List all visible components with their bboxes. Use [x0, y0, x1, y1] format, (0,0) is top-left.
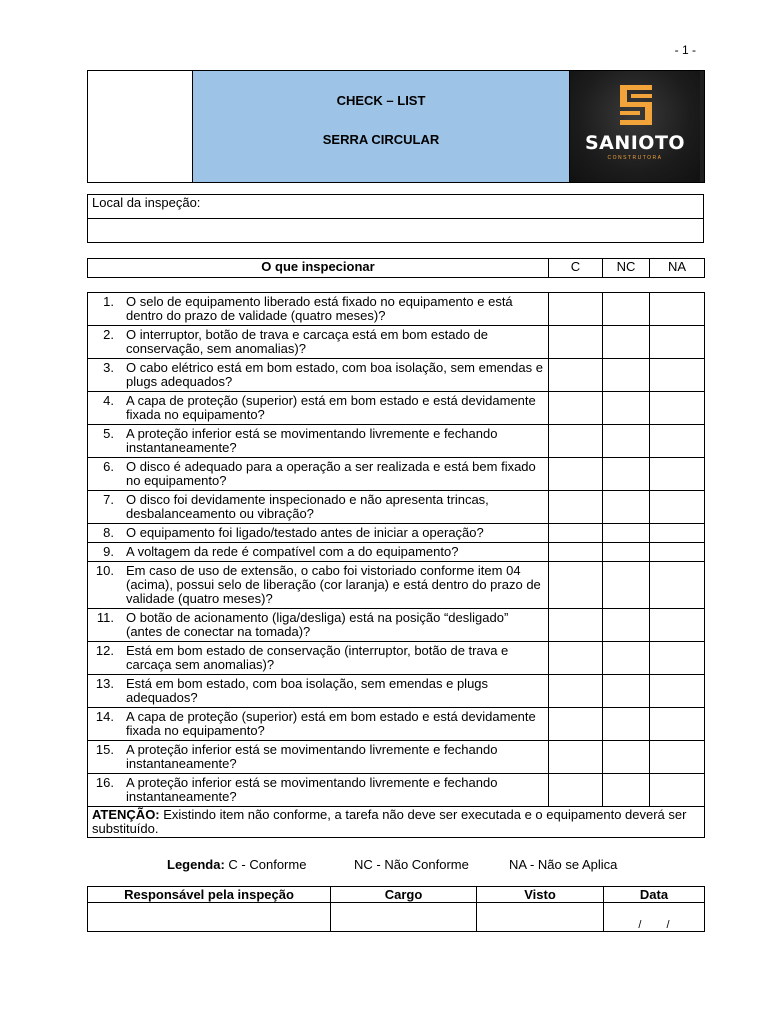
item-number: 9.: [103, 544, 114, 559]
item-number: 5.: [103, 426, 114, 441]
checklist-question-cell: [88, 543, 549, 562]
inspection-location-table: [87, 194, 704, 243]
item-question: Em caso de uso de extensão, o cabo foi vistoriado conforme item 04 (acima), possui selo de liberação (cor laranja) e está dentro do prazo de validade (quatro meses)?: [126, 563, 541, 606]
column-nc: NC: [603, 259, 650, 278]
checkbox-na[interactable]: [650, 774, 705, 807]
checkbox-nc[interactable]: [603, 425, 650, 458]
checkbox-nc[interactable]: [603, 562, 650, 609]
checkbox-nc[interactable]: [603, 359, 650, 392]
checklist-question-cell: [88, 708, 549, 741]
warning-label: ATENÇÃO:: [92, 807, 160, 822]
checklist-column-header: [87, 258, 705, 278]
item-question: A capa de proteção (superior) está em bom estado e está devidamente fixada no equipamento?: [126, 709, 536, 738]
checklist-row: [88, 524, 705, 543]
checklist-question-cell: [88, 458, 549, 491]
legend-c: C - Conforme: [228, 857, 307, 872]
item-question: O botão de acionamento (liga/desliga) está na posição “desligado” (antes de conectar na tomada)?: [126, 610, 509, 639]
responsible-header: Responsável pela inspeção: [88, 887, 331, 903]
item-question: O cabo elétrico está em bom estado, com boa isolação, sem emendas e plugs adequados?: [126, 360, 543, 389]
checklist-question-cell: [88, 359, 549, 392]
checkbox-na[interactable]: [650, 326, 705, 359]
checklist-row: [88, 609, 705, 642]
checkbox-c[interactable]: [549, 359, 603, 392]
logo-wordmark: SANIOTO: [584, 132, 686, 154]
item-number: 8.: [103, 525, 114, 540]
legend-nc: NC - Não Conforme: [354, 857, 469, 872]
visto-field[interactable]: [477, 903, 604, 932]
checklist-question-cell: [88, 642, 549, 675]
checkbox-c[interactable]: [549, 675, 603, 708]
column-question: O que inspecionar: [88, 259, 549, 278]
title-line-2: SERRA CIRCULAR: [322, 132, 440, 147]
item-question: A capa de proteção (superior) está em bom estado e está devidamente fixada no equipamento?: [126, 393, 536, 422]
checkbox-c[interactable]: [549, 642, 603, 675]
checkbox-nc[interactable]: [603, 675, 650, 708]
checkbox-nc[interactable]: [603, 293, 650, 326]
warning-text: Existindo item não conforme, a tarefa não deve ser executada e o equipamento deverá ser substituído.: [92, 807, 687, 836]
checklist-row: [88, 543, 705, 562]
checklist-row: [88, 774, 705, 807]
checkbox-na[interactable]: [650, 562, 705, 609]
item-number: 16.: [95, 775, 114, 790]
item-number: 10.: [95, 563, 114, 578]
checkbox-c[interactable]: [549, 491, 603, 524]
item-question: O selo de equipamento liberado está fixado no equipamento e está dentro do prazo de validade (quatro meses)?: [126, 294, 513, 323]
checkbox-nc[interactable]: [603, 741, 650, 774]
checkbox-na[interactable]: [650, 425, 705, 458]
checkbox-c[interactable]: [549, 425, 603, 458]
checkbox-na[interactable]: [650, 609, 705, 642]
item-question: Está em bom estado, com boa isolação, sem emendas e plugs adequados?: [126, 676, 489, 705]
item-question: O equipamento foi ligado/testado antes de iniciar a operação?: [126, 525, 484, 540]
page-number: - 1 -: [674, 43, 696, 57]
inspection-location-field[interactable]: [88, 219, 704, 243]
checklist-items-table: [87, 292, 705, 838]
checkbox-c[interactable]: [549, 458, 603, 491]
column-na: NA: [650, 259, 705, 278]
checklist-row: [88, 392, 705, 425]
checkbox-nc[interactable]: [603, 609, 650, 642]
checkbox-nc[interactable]: [603, 708, 650, 741]
item-number: 15.: [95, 742, 114, 757]
checkbox-nc[interactable]: [603, 642, 650, 675]
checklist-row: [88, 293, 705, 326]
company-logo: [570, 71, 700, 182]
checkbox-c[interactable]: [549, 543, 603, 562]
checkbox-c[interactable]: [549, 392, 603, 425]
item-question: O disco foi devidamente inspecionado e não apresenta trincas, desbalanceamento ou vibração?: [126, 492, 489, 521]
item-number: 11.: [96, 610, 114, 625]
checklist-row: [88, 491, 705, 524]
item-number: 3.: [103, 360, 114, 375]
item-number: 1.: [103, 294, 114, 309]
checkbox-c[interactable]: [549, 609, 603, 642]
item-number: 7.: [103, 492, 114, 507]
checkbox-c[interactable]: [549, 741, 603, 774]
signature-table: [87, 886, 705, 932]
checklist-row: [88, 326, 705, 359]
checkbox-nc[interactable]: [603, 774, 650, 807]
checkbox-nc[interactable]: [603, 326, 650, 359]
item-number: 2.: [103, 327, 114, 342]
checklist-question-cell: [88, 675, 549, 708]
checklist-question-cell: [88, 392, 549, 425]
checklist-question-cell: [88, 774, 549, 807]
checkbox-na[interactable]: [650, 543, 705, 562]
checkbox-c[interactable]: [549, 293, 603, 326]
checklist-question-cell: [88, 293, 549, 326]
role-field[interactable]: [331, 903, 477, 932]
checkbox-c[interactable]: [549, 774, 603, 807]
item-number: 12.: [95, 643, 114, 658]
item-number: 4.: [103, 393, 114, 408]
checkbox-nc[interactable]: [603, 392, 650, 425]
checklist-question-cell: [88, 524, 549, 543]
date-placeholder: / /: [638, 919, 670, 931]
checkbox-na[interactable]: [650, 524, 705, 543]
checkbox-na[interactable]: [650, 392, 705, 425]
checklist-row: [88, 675, 705, 708]
logo-subtext: CONSTRUTORA: [607, 155, 663, 161]
warning-row: [88, 807, 705, 838]
checkbox-na[interactable]: [650, 491, 705, 524]
checklist-row: [88, 458, 705, 491]
date-header: Data: [604, 887, 705, 903]
checklist-question-cell: [88, 562, 549, 609]
item-question: O disco é adequado para a operação a ser realizada e está bem fixado no equipamento?: [126, 459, 536, 488]
checkbox-nc[interactable]: [603, 524, 650, 543]
column-c: C: [549, 259, 603, 278]
legend-label: Legenda:: [167, 857, 225, 872]
title-line-1: CHECK – LIST: [336, 93, 426, 108]
responsible-field[interactable]: [88, 903, 331, 932]
checklist-row: [88, 708, 705, 741]
item-number: 6.: [103, 459, 114, 474]
item-question: A proteção inferior está se movimentando livremente e fechando instantaneamente?: [126, 775, 498, 804]
checklist-row: [88, 359, 705, 392]
checklist-question-cell: [88, 491, 549, 524]
checklist-question-cell: [88, 741, 549, 774]
checklist-row: [88, 425, 705, 458]
checklist-row: [88, 642, 705, 675]
checkbox-na[interactable]: [650, 708, 705, 741]
logo-s-mark-icon: [618, 83, 654, 127]
item-question: A voltagem da rede é compatível com a do equipamento?: [126, 544, 459, 559]
checklist-question-cell: [88, 609, 549, 642]
logo-cell: [570, 71, 705, 183]
checkbox-na[interactable]: [650, 642, 705, 675]
checkbox-na[interactable]: [650, 293, 705, 326]
checkbox-na[interactable]: [650, 359, 705, 392]
item-question: A proteção inferior está se movimentando livremente e fechando instantaneamente?: [126, 426, 498, 455]
item-number: 14.: [95, 709, 114, 724]
inspection-location-label: Local da inspeção:: [88, 195, 704, 219]
legend-na: NA - Não se Aplica: [509, 857, 618, 872]
document-title: [193, 71, 570, 183]
checkbox-c[interactable]: [549, 562, 603, 609]
date-field[interactable]: [604, 903, 705, 932]
header-blank-cell: [88, 71, 193, 183]
checkbox-nc[interactable]: [603, 543, 650, 562]
warning-note: [88, 807, 705, 838]
item-number: 13.: [95, 676, 114, 691]
checkbox-na[interactable]: [650, 741, 705, 774]
checkbox-nc[interactable]: [603, 458, 650, 491]
document-header: [87, 70, 705, 183]
checklist-row: [88, 741, 705, 774]
checkbox-c[interactable]: [549, 326, 603, 359]
checkbox-c[interactable]: [549, 524, 603, 543]
checklist-question-cell: [88, 326, 549, 359]
checkbox-na[interactable]: [650, 458, 705, 491]
role-header: Cargo: [331, 887, 477, 903]
item-question: A proteção inferior está se movimentando livremente e fechando instantaneamente?: [126, 742, 498, 771]
checklist-row: [88, 562, 705, 609]
checkbox-na[interactable]: [650, 675, 705, 708]
item-question: Está em bom estado de conservação (interruptor, botão de trava e carcaça sem anomalias)?: [126, 643, 509, 672]
checkbox-c[interactable]: [549, 708, 603, 741]
legend-label-group: [167, 857, 306, 872]
visto-header: Visto: [477, 887, 604, 903]
checklist-question-cell: [88, 425, 549, 458]
checkbox-nc[interactable]: [603, 491, 650, 524]
item-question: O interruptor, botão de trava e carcaça está em bom estado de conservação, sem anomalias)?: [126, 327, 489, 356]
